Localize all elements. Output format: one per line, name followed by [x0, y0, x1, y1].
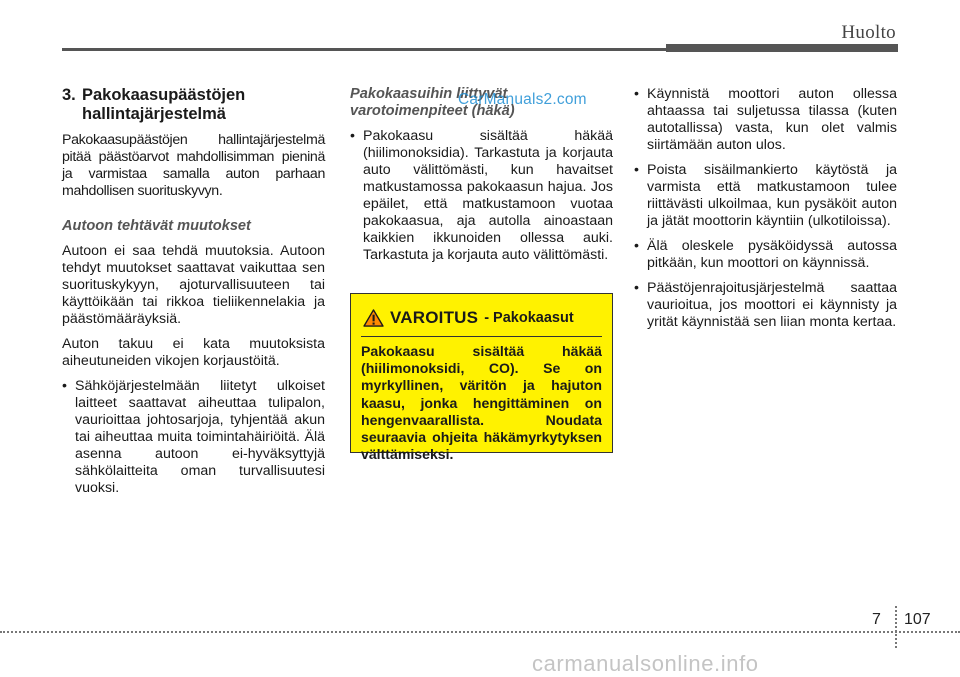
section-title-line2: hallintajärjestelmä: [82, 105, 226, 123]
list-item-text: Sähköjärjestelmään liitetyt ulkoiset laitteet saattavat aiheuttaa tulipalon, vaurioittaa johtosarjoja, tyhjentää akun tai aiheuttaa muita toimintahäiriöitä. Älä asenna autoon ei-hyväksyttyjä sähkölaitteita oman turvallisuutesi vuoksi.: [75, 378, 325, 496]
list-item-text: Päästöjenrajoitusjärjestelmä saattaa vaurioitua, jos moottori ei käynnisty ja yrität käynnistää sen liian monta kertaa.: [647, 280, 897, 330]
header-rule: [62, 48, 666, 51]
column-1: [62, 86, 325, 505]
list-item: [350, 128, 613, 264]
warning-divider: [361, 336, 602, 337]
paragraph-modifications: Autoon ei saa tehdä muutoksia. Autoon tehdyt muutokset saattavat vaikuttaa sen suorituskykyyn, ajoturvallisuuteen tai käyttöikään tai rikkoa tieliikennelakia ja päästömääräyksiä.: [62, 243, 325, 327]
list-item: [634, 238, 897, 272]
list-item-text: Käynnistä moottori auton ollessa ahtaassa tai suljetussa tilassa (kuten autotallissa) vasta, kun olet valmis siirtämään auton ulos.: [647, 86, 897, 153]
column-2: [350, 86, 613, 272]
section-title-line1: Pakokaasupäästöjen: [82, 86, 246, 104]
subheading-line2: varotoimenpiteet (häkä): [350, 103, 515, 119]
warning-title-sub: - Pakokaasut: [484, 310, 574, 326]
bullet-list: [634, 86, 897, 331]
bullet-dot: •: [634, 238, 639, 254]
bullet-dot: •: [634, 162, 639, 178]
footer-dotted-separator: [895, 606, 897, 648]
list-item-text: Poista sisäilmankierto käytöstä ja varmista että matkustamoon tulee riittävästi ulkoilmaa, kun pysäköit auton ja jätät moottorin käyntiin (ulkotiloissa).: [647, 162, 897, 229]
bullet-dot: •: [634, 86, 639, 102]
section-number: 3.: [62, 86, 76, 104]
warning-text: Pakokaasu sisältää häkää (hiilimonoksidi, CO). Se on myrkyllinen, väritön ja hajuton kaasu, jonka hengittäminen on hengenvaarallista. Noudata seuraavia ohjeita häkämyrkytyksen välttämiseksi.: [361, 343, 602, 463]
list-item: [62, 378, 325, 497]
chapter-title: Huolto: [841, 22, 896, 43]
watermark-link[interactable]: CarManuals2.com: [458, 91, 587, 108]
header-bar: [666, 44, 898, 52]
list-item-text: Älä oleskele pysäköidyssä autossa pitkään, kun moottori on käynnissä.: [647, 238, 897, 271]
bullet-dot: •: [62, 378, 67, 394]
paragraph-warranty: Auton takuu ei kata muutoksista aiheutuneiden vikojen korjaustöitä.: [62, 336, 325, 369]
warning-triangle-icon: [363, 309, 384, 327]
subheading-line1: Pakokaasuihin liittyvät: [350, 86, 508, 102]
list-item-text: Pakokaasu sisältää häkää (hiilimonoksidia). Tarkastuta ja korjauta auto välittömästi, kun havaitset matkustamossa pakokaasun hajua. Jos epäilet, että matkustamoon vuotaa pakokaasua, aja autolla ainoastaan kaikkien ikkunoiden ollessa auki. Tarkastuta ja korjauta auto välittömästi.: [363, 128, 613, 263]
page-number: 107: [904, 611, 931, 628]
section-intro: Pakokaasupäästöjen hallintajärjestelmä pitää päästöarvot mahdollisimman pieninä ja varmistaa samalla auton parhaan mahdollisen suorituskyvyn.: [62, 132, 325, 199]
list-item: [634, 162, 897, 230]
chapter-number: 7: [872, 611, 881, 628]
warning-title-main: VAROITUS: [390, 308, 479, 327]
list-item: [634, 280, 897, 331]
section-title: [62, 86, 325, 124]
bullet-dot: •: [634, 280, 639, 296]
subheading-modifications: Autoon tehtävät muutokset: [62, 218, 251, 234]
warning-box: [350, 293, 613, 463]
list-item: [634, 86, 897, 154]
bullet-list: [350, 128, 613, 264]
footer-dotted-rule: [0, 631, 960, 633]
bullet-dot: •: [350, 128, 355, 144]
warning-title: [363, 308, 612, 328]
bullet-list: [62, 378, 325, 497]
site-watermark[interactable]: carmanualsonline.info: [532, 651, 759, 676]
column-3: [634, 86, 897, 339]
